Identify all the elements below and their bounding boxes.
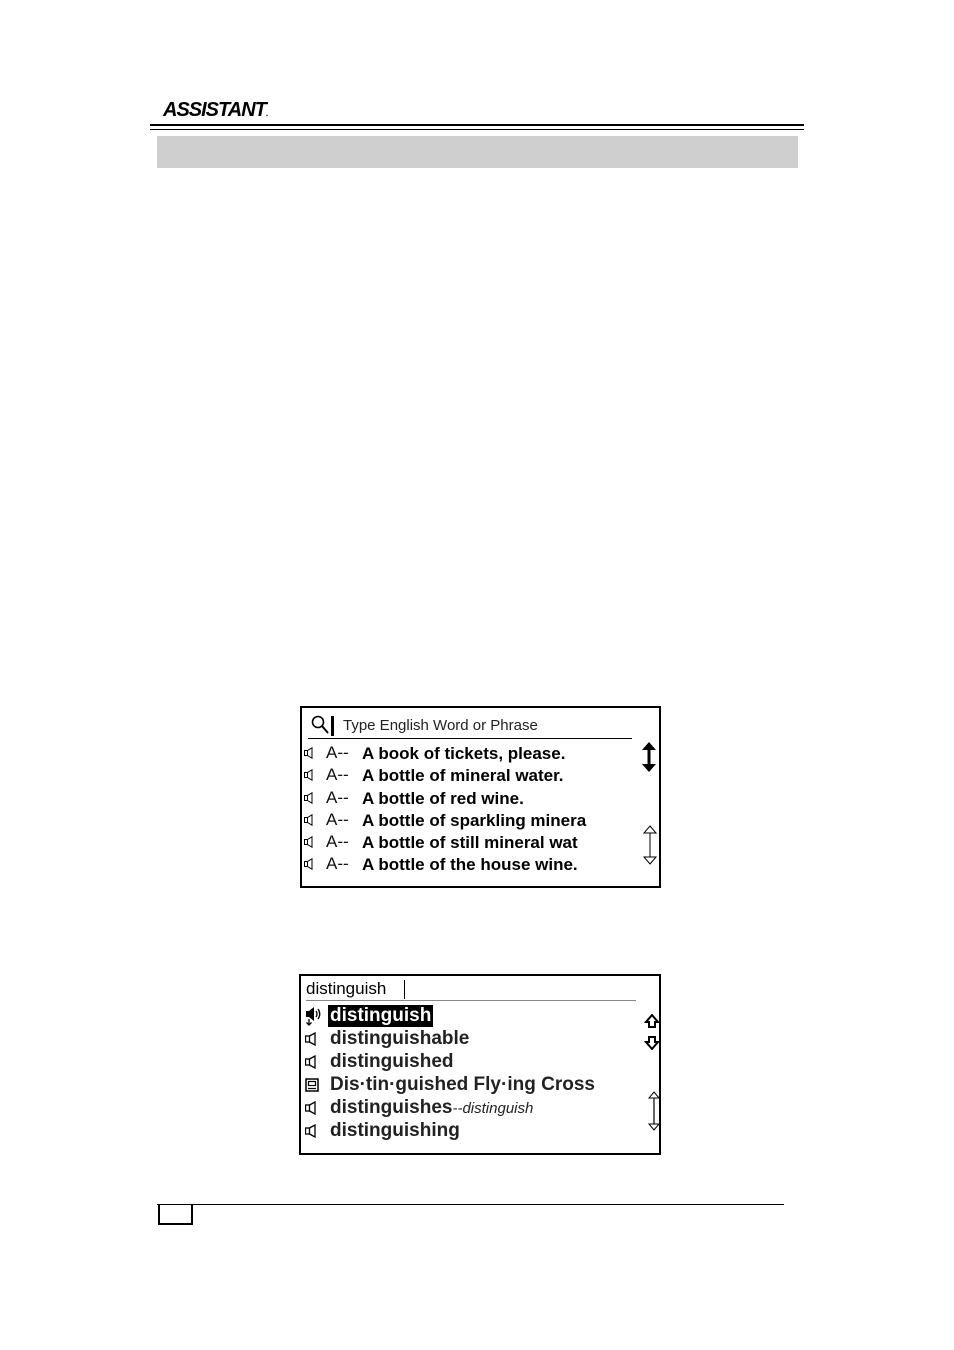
speaker-icon [305, 1032, 319, 1046]
phrase-prefix: A-- [326, 743, 349, 762]
phrase-text: A bottle of the house wine. [362, 855, 578, 875]
phrase-prefix: A-- [326, 765, 349, 785]
phrase-prefix: A-- [326, 787, 349, 807]
phrase-text: A bottle of still mineral wat [362, 833, 578, 853]
word-search-screen [299, 974, 661, 1155]
phrase-search-screen [300, 706, 661, 888]
phrase-text: A bottle of mineral water. [362, 766, 564, 786]
list-item[interactable] [303, 1027, 633, 1050]
speaker-sound-icon [305, 1006, 325, 1026]
list-item[interactable] [304, 788, 634, 810]
search-bar[interactable] [308, 714, 632, 739]
list-item[interactable] [304, 765, 634, 787]
word-text: distinguished [330, 1051, 454, 1072]
search-icon [310, 714, 330, 736]
speaker-icon [304, 836, 316, 848]
page-number-box [158, 1205, 193, 1225]
list-item[interactable] [303, 1096, 633, 1119]
phrase-prefix: A-- [326, 809, 349, 829]
speaker-icon [304, 814, 316, 826]
section-title-band [157, 136, 798, 168]
speaker-icon [305, 1055, 319, 1069]
up-down-block-arrow-icon[interactable] [644, 1014, 660, 1050]
list-item[interactable] [304, 832, 634, 854]
word-text: Dis·tin·guished Fly·ing Cross [330, 1074, 595, 1095]
word-list [303, 1004, 633, 1142]
list-item[interactable] [304, 810, 634, 832]
speaker-icon [304, 769, 316, 781]
phrase-list [304, 743, 634, 877]
text-cursor [404, 980, 405, 999]
header-rule-thick [150, 124, 804, 126]
phrase-text: A book of tickets, please. [362, 744, 566, 763]
brand-mark: . [265, 109, 268, 118]
phrase-prefix: A-- [326, 854, 349, 874]
list-item[interactable] [304, 743, 634, 765]
word-text-main: distinguishes [330, 1097, 453, 1118]
word-text [330, 1097, 533, 1119]
speaker-icon [305, 1101, 319, 1115]
word-input[interactable] [306, 978, 636, 1001]
list-item[interactable] [303, 1050, 633, 1073]
speaker-icon [304, 747, 316, 759]
up-down-arrow-icon[interactable] [641, 742, 657, 772]
header-rule-thin [150, 129, 804, 130]
speaker-icon [305, 1124, 319, 1138]
speaker-icon [304, 792, 316, 804]
list-item[interactable] [303, 1119, 633, 1142]
list-item[interactable] [303, 1073, 633, 1096]
phrase-text: A bottle of red wine. [362, 788, 524, 808]
phrase-prefix: A-- [326, 832, 349, 852]
phrase-text: A bottle of sparkling minera [362, 810, 587, 830]
word-text: distinguishable [330, 1028, 470, 1049]
list-item[interactable] [304, 854, 634, 876]
page-scroll-arrow-icon[interactable] [642, 825, 658, 865]
book-icon [305, 1078, 319, 1092]
page-scroll-arrow-icon[interactable] [647, 1091, 661, 1131]
brand-name: ASSISTANT [163, 99, 266, 121]
speaker-icon [304, 858, 316, 870]
brand-logo [163, 98, 267, 126]
word-text: distinguishing [330, 1120, 460, 1141]
word-input-value[interactable]: distinguish [306, 979, 387, 998]
search-placeholder[interactable]: Type English Word or Phrase [343, 717, 538, 734]
word-reference: --distinguish [452, 1100, 534, 1117]
text-cursor [331, 716, 334, 736]
word-text: distinguish [330, 1005, 432, 1026]
list-item-selected[interactable] [303, 1004, 633, 1027]
footer-rule [157, 1204, 784, 1205]
